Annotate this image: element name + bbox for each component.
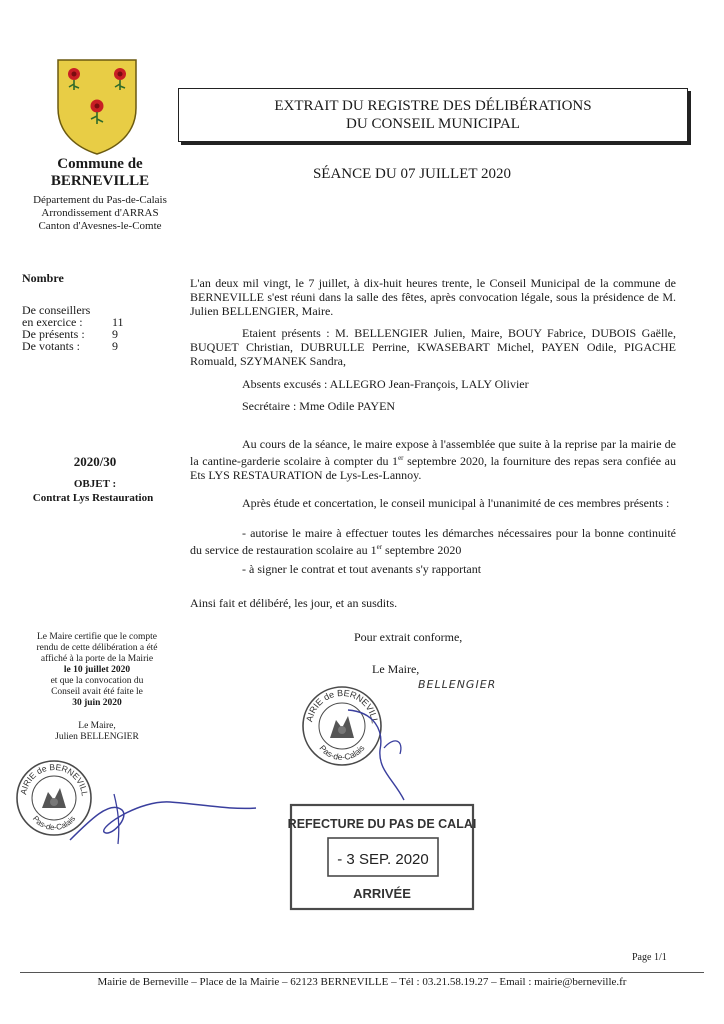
stat-row: De votants : 9 bbox=[22, 339, 118, 353]
svg-text:Pas-de-Calais: Pas-de-Calais bbox=[30, 814, 78, 833]
nombre-heading: Nombre bbox=[22, 271, 64, 285]
svg-text:- 3 SEP. 2020: - 3 SEP. 2020 bbox=[337, 851, 429, 868]
body-closing: Ainsi fait et délibéré, les jour, et an susdits. bbox=[190, 596, 398, 610]
certification-note: Le Maire certifie que le compte rendu de cette délibération a été affiché à la porte de la Mairie le 10 juillet 2020 et que la convocation du Conseil avait été faite le 30 juin 2020 Le Maire, Julien BELLENGIER bbox=[36, 632, 158, 742]
stat-row: en exercice : 11 bbox=[22, 315, 124, 329]
footer-divider bbox=[20, 972, 704, 973]
svg-text:MAIRIE de BERNEVILLE: AIRIE de BERNEVILL bbox=[18, 761, 90, 797]
body-absents: Absents excusés : ALLEGRO Jean-François, LALY Olivier bbox=[242, 377, 529, 391]
stat-row: De présents : 9 bbox=[22, 327, 118, 341]
deliberation-number: 2020/30 bbox=[73, 454, 117, 469]
objet-text: Contrat Lys Restauration bbox=[32, 492, 154, 504]
council-stats: De conseillers en exercice : 11 De présents : 9 De votants : 9 bbox=[22, 304, 132, 352]
commune-name: Commune de BERNEVILLE bbox=[50, 156, 150, 189]
body-secretaire: Secrétaire : Mme Odile PAYEN bbox=[242, 399, 396, 413]
commune-address: Département du Pas-de-Calais Arrondissement d'ARRAS Canton d'Avesnes-le-Comte bbox=[33, 194, 167, 232]
objet-label: OBJET : bbox=[73, 478, 117, 490]
pour-extrait: Pour extrait conforme, bbox=[354, 630, 463, 644]
seance-title: SÉANCE DU 07 JUILLET 2020 bbox=[312, 166, 512, 182]
svg-text:ARRIVÉE: ARRIVÉE bbox=[353, 886, 411, 901]
body-item-2: - à signer le contrat et tout avenants s'y rapportant bbox=[242, 562, 482, 576]
body-intro: L'an deux mil vingt, le 7 juillet, à dix-huit heures trente, le Conseil Municipal de la commune de BERNEVILLE s'est réuni dans la salle des fêtes, après convocation légale, sous la présidence de M. Julien BELLENGIER, Maire. bbox=[190, 276, 676, 318]
page-number: Page 1/1 bbox=[632, 952, 667, 963]
body-presents: Etaient présents : M. BELLENGIER Julien, Maire, BOUY Fabrice, DUBOIS Gaëlle, BUQUET Christian, DUBRULLE Perrine, KWASEBART Michel, PAYEN Odile, PIGACHE Romuald, SZYMANEK Sandra, bbox=[190, 326, 676, 368]
signature-scribble-right bbox=[344, 690, 464, 810]
prefecture-stamp bbox=[288, 802, 476, 912]
header-line-2: DU CONSEIL MUNICIPAL bbox=[346, 116, 520, 132]
header-line-1: EXTRAIT DU REGISTRE DES DÉLIBÉRATIONS bbox=[274, 98, 592, 114]
svg-text:PREFECTURE DU PAS DE CALAIS: PREFECTURE DU PAS DE CALAIS bbox=[288, 817, 476, 831]
register-header bbox=[178, 88, 688, 142]
signature-scribble-left bbox=[60, 780, 260, 850]
svg-text:Pas-de-Calais: Pas-de-Calais bbox=[317, 742, 367, 763]
footer-address: Mairie de Berneville – Place de la Mairie – 62123 BERNEVILLE – Tél : 03.21.58.19.27 – Email : mairie@berneville.fr bbox=[97, 976, 627, 988]
svg-text:MAIRIE de BERNEVILLE: AIRIE de BERNEVILL bbox=[304, 687, 380, 725]
handwritten-signature: BELLENGIER bbox=[418, 678, 497, 691]
signature-le-maire: Le Maire, bbox=[372, 662, 420, 676]
body-item-1: - autorise le maire à effectuer toutes les démarches nécessaires pour la bonne continuité du service de restauration scolaire au 1er septembre 2020 bbox=[190, 526, 676, 557]
body-decision: Après étude et concertation, le conseil municipal à l'unanimité de ces membres présents : bbox=[242, 496, 670, 510]
body-expose: Au cours de la séance, le maire expose à l'assemblée que suite à la reprise par la mairie de la cantine-garderie scolaire à compter du 1er septembre 2020, la fourniture des repas sera confiée au Ets LYS RESTAURATION de Lys-Les-Lannoy. bbox=[190, 437, 676, 482]
coat-of-arms bbox=[52, 56, 142, 156]
